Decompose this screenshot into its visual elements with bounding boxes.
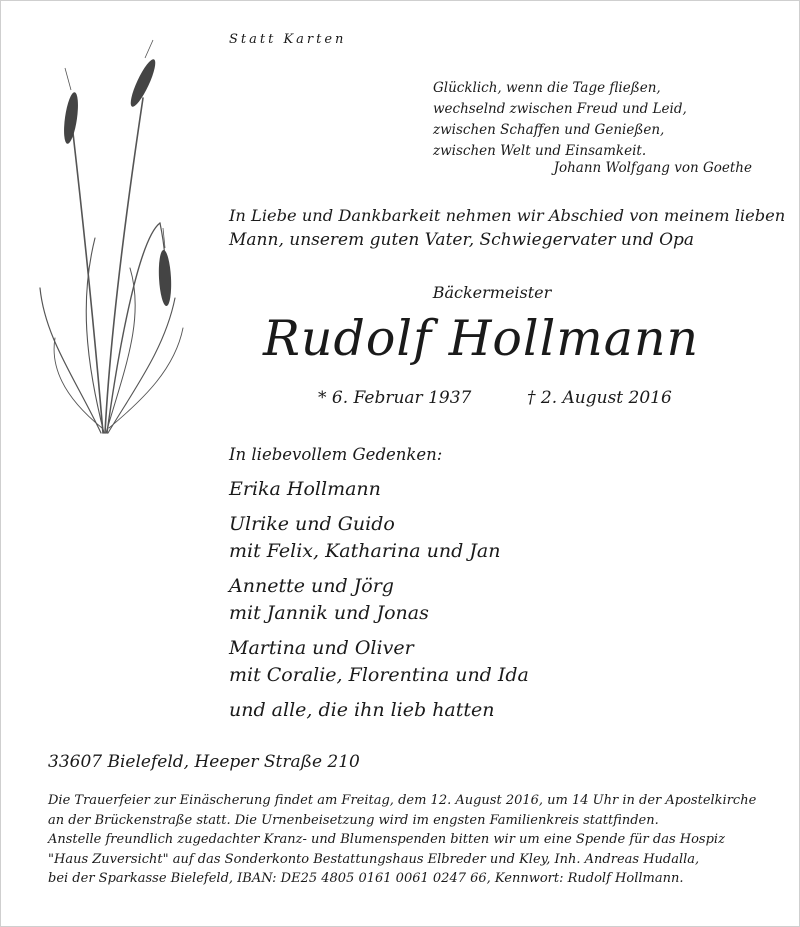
quote-author: Johann Wolfgang von Goethe <box>553 160 752 176</box>
deceased-title: Bäckermeister <box>432 283 552 302</box>
mourner-line: Erika Hollmann <box>229 478 381 500</box>
mourners-heading: In liebevollem Gedenken: <box>229 445 443 464</box>
info-line: Die Trauerfeier zur Einäscherung findet am Freitag, dem 12. August 2016, um 14 Uhr in der Apostelkirche <box>48 793 757 808</box>
mourner-group <box>229 635 529 689</box>
info-line: an der Brückenstraße statt. Die Urnenbeisetzung wird im engsten Familienkreis stattfinden. <box>48 812 659 828</box>
mourner-group <box>229 476 529 503</box>
mourner-line: mit Felix, Katharina und Jan <box>229 540 501 562</box>
mourner-line: mit Coralie, Florentina und Ida <box>229 664 529 686</box>
statt-karten: Statt Karten <box>229 32 347 47</box>
goethe-quote <box>433 78 687 162</box>
quote-line: zwischen Welt und Einsamkeit. <box>433 143 647 159</box>
mourners-list <box>229 476 529 732</box>
birth-date: * 6. Februar 1937 <box>318 388 472 408</box>
intro-line: Mann, unserem guten Vater, Schwiegervater und Opa <box>229 230 695 250</box>
mourner-line: Annette und Jörg <box>229 575 394 597</box>
mourner-line: Martina und Oliver <box>229 637 414 659</box>
quote-line: wechselnd zwischen Freud und Leid, <box>433 101 687 117</box>
quote-line: Glücklich, wenn die Tage fließen, <box>433 80 661 96</box>
mourner-line: und alle, die ihn lieb hatten <box>229 699 495 721</box>
quote-line: zwischen Schaffen und Genießen, <box>433 122 665 138</box>
intro-line: In Liebe und Dankbarkeit nehmen wir Abschied von meinem lieben <box>229 206 786 225</box>
mourner-group <box>229 573 529 627</box>
mourner-group <box>229 697 529 724</box>
wheat-icon <box>25 38 195 438</box>
info-line: "Haus Zuversicht" auf das Sonderkonto Bestattungshaus Elbreder und Kley, Inh. Andreas Hudalla, <box>48 851 700 867</box>
mourner-group <box>229 511 529 565</box>
funeral-info <box>48 791 756 889</box>
mourner-line: mit Jannik und Jonas <box>229 602 429 624</box>
deceased-name: Rudolf Hollmann <box>263 310 700 367</box>
mourner-line: Ulrike und Guido <box>229 513 395 535</box>
info-line: bei der Sparkasse Bielefeld, IBAN: DE25 4805 0161 0061 0247 66, Kennwort: Rudolf Hollmann. <box>48 871 684 886</box>
info-line: Anstelle freundlich zugedachter Kranz- und Blumenspenden bitten wir um eine Spende für das Hospiz <box>48 832 725 847</box>
intro-text <box>229 203 785 253</box>
death-date: † 2. August 2016 <box>527 388 672 408</box>
address: 33607 Bielefeld, Heeper Straße 210 <box>48 752 360 772</box>
